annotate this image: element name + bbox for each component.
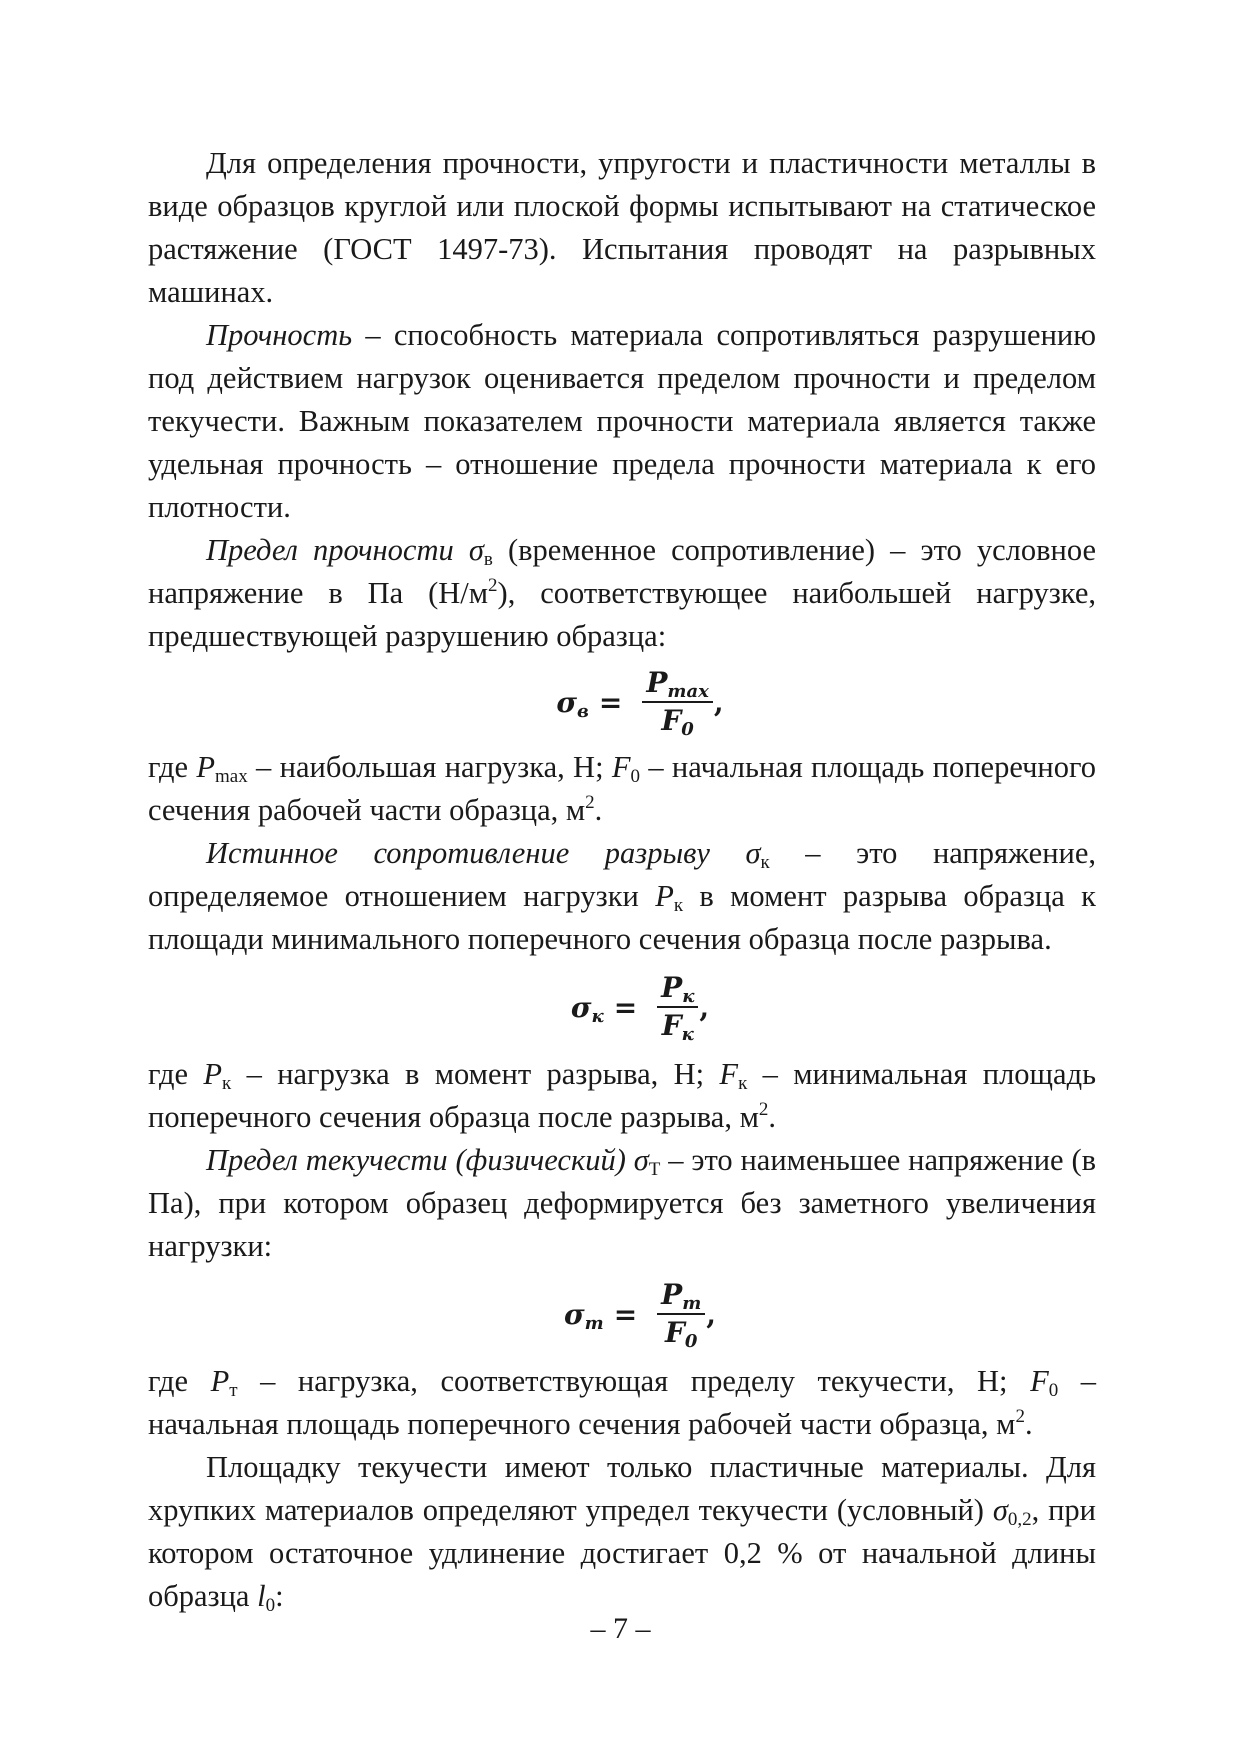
symbol-subscript: 0: [265, 1595, 276, 1616]
paragraph-text: Для определения прочности, упругости и пластичности металлы в виде образцов круглой или плоской формы испытывают на статическое растяжение (ГОСТ 1497-73). Испытания проводят на разрывных машинах.: [148, 146, 1096, 309]
formula-yield-strength: [148, 1268, 1096, 1360]
paragraph-text: – это наименьшее напряжение (в Па), при котором образец деформируется без заметного увеличения нагрузки:: [148, 1143, 1097, 1263]
paragraph-intro: [148, 142, 1096, 314]
formula-denominator-subscript: 0: [684, 1331, 698, 1352]
formula-fraction: [657, 971, 698, 1043]
paragraph-text: где: [148, 750, 197, 784]
symbol-p: P: [655, 879, 674, 913]
formula-numerator-symbol: P: [661, 971, 683, 1004]
formula-comma: ,: [699, 990, 710, 1024]
paragraph-yield-plateau: [148, 1446, 1096, 1618]
paragraph-text: – способность материала сопротивляться разрушению под действием нагрузок оценивается пределом прочности и пределом текучести. Важным показателем прочности материала является также удельная прочность – отношение предела прочности материала к его плотности.: [148, 318, 1096, 524]
symbol-sigma: σ: [745, 836, 761, 870]
paragraph-where-1: [148, 746, 1096, 832]
page-number: – 7 –: [590, 1612, 651, 1645]
paragraph-text: , при котором остаточное удлинение достигает 0,2 % от начальной длины образца: [148, 1493, 1096, 1613]
formula-numerator: [657, 971, 698, 1008]
body-text: [148, 142, 1096, 1618]
symbol-p: P: [196, 750, 216, 784]
formula-lhs-subscript: т: [584, 1312, 604, 1334]
paragraph-true-rupture: [148, 832, 1096, 961]
formula-numerator: [657, 1278, 705, 1315]
formula-lhs-subscript: в: [577, 700, 589, 722]
formula-lhs-subscript: к: [591, 1005, 604, 1027]
formula-equals: =: [613, 990, 638, 1024]
formula-numerator-symbol: P: [661, 1278, 683, 1311]
superscript: 2: [758, 1099, 769, 1120]
paragraph-where-2: [148, 1053, 1096, 1139]
superscript: 2: [1015, 1406, 1025, 1427]
paragraph-text: ), соответствующее наибольшей нагрузке, предшествующей разрушению образца:: [148, 576, 1096, 653]
symbol-p: P: [203, 1057, 223, 1091]
superscript: 2: [488, 575, 498, 596]
formula-true-rupture: [148, 961, 1096, 1053]
paragraph-text: – нагрузка, соответствующая пределу текучести, Н;: [237, 1364, 1031, 1398]
formula-denominator-symbol: F: [661, 704, 682, 737]
symbol-sigma: σ: [633, 1143, 649, 1177]
formula-lhs: σ: [556, 685, 578, 719]
symbol-subscript: т: [229, 1380, 238, 1401]
symbol-f: F: [719, 1057, 739, 1091]
formula-fraction: [642, 666, 713, 738]
formula-numerator-subscript: т: [682, 1293, 702, 1314]
formula-comma: ,: [706, 1297, 717, 1331]
paragraph-text: – это напряжение, определяемое отношением нагрузки: [148, 836, 1097, 913]
symbol-f: F: [1030, 1364, 1049, 1398]
formula-expression: [564, 1293, 647, 1336]
symbol-sigma: σ: [992, 1493, 1008, 1527]
symbol-l: l: [257, 1579, 266, 1613]
superscript: 2: [585, 792, 595, 813]
paragraph-text: – минимальная площадь поперечного сечения образца после разрыва, м: [148, 1057, 1096, 1134]
paragraph-where-3: [148, 1360, 1096, 1446]
formula-lhs: σ: [570, 990, 592, 1024]
formula-denominator: [662, 1008, 694, 1043]
paragraph-text: где: [148, 1364, 211, 1398]
formula-denominator: [661, 703, 693, 738]
formula-numerator-symbol: P: [646, 666, 668, 699]
symbol-subscript: 0,2: [1007, 1509, 1032, 1530]
formula-ultimate-strength: [148, 658, 1096, 746]
paragraph-text: – нагрузка в момент разрыва, Н;: [231, 1057, 720, 1091]
formula-numerator-subscript: max: [667, 681, 709, 702]
paragraph-text: где: [148, 1057, 204, 1091]
paragraph-text: :: [275, 1579, 284, 1613]
paragraph-text: Площадку текучести имеют только пластичные материалы. Для хрупких материалов определяют упредел текучести (условный): [148, 1450, 1096, 1527]
symbol-subscript: max: [215, 766, 248, 787]
formula-comma: ,: [713, 685, 724, 719]
symbol-subscript: 0: [630, 766, 641, 787]
formula-lhs: σ: [563, 1297, 585, 1331]
paragraph-text: .: [1024, 1407, 1033, 1441]
symbol-subscript: к: [738, 1073, 748, 1094]
paragraph-yield-strength: [148, 1139, 1096, 1268]
symbol-subscript: к: [760, 852, 770, 873]
paragraph-text: .: [768, 1100, 776, 1134]
symbol-subscript: 0: [1048, 1380, 1059, 1401]
paragraph-strength: [148, 314, 1096, 529]
symbol-subscript: к: [222, 1073, 232, 1094]
formula-numerator-subscript: к: [682, 986, 695, 1007]
paragraph-ultimate-strength: [148, 529, 1096, 658]
formula-denominator-symbol: F: [665, 1316, 685, 1349]
symbol-subscript: в: [483, 549, 493, 570]
symbol-f: F: [611, 750, 631, 784]
paragraph-text: .: [594, 793, 603, 827]
formula-denominator-subscript: к: [681, 1024, 694, 1045]
term-ultimate-strength: Предел прочности: [206, 533, 454, 567]
paragraph-text: – начальная площадь поперечного сечения рабочей части образца, м: [148, 750, 1097, 827]
symbol-subscript: к: [673, 895, 684, 916]
term-strength: Прочность: [206, 318, 353, 352]
formula-expression: [556, 681, 632, 724]
formula-equals: =: [598, 685, 623, 719]
symbol-sigma: σ: [468, 533, 484, 567]
term-true-rupture: Истинное сопротивление разрыву: [206, 836, 710, 870]
formula-equals: =: [613, 1297, 638, 1331]
paragraph-text: – начальная площадь поперечного сечения рабочей части образца, м: [148, 1364, 1096, 1441]
symbol-p: P: [210, 1364, 230, 1398]
term-yield-strength: Предел текучести (физический): [206, 1143, 626, 1177]
formula-expression: [571, 986, 647, 1029]
formula-denominator-symbol: F: [661, 1009, 682, 1042]
symbol-subscript: Т: [648, 1159, 661, 1180]
paragraph-text: (временное сопротивление) – это условное напряжение в Па (Н/м: [148, 533, 1097, 610]
formula-fraction: [657, 1278, 705, 1350]
paragraph-text: в момент разрыва образца к площади минимального поперечного сечения образца после разрыва.: [148, 879, 1096, 956]
formula-denominator-subscript: 0: [681, 719, 694, 740]
paragraph-text: – наибольшая нагрузка, Н;: [247, 750, 612, 784]
formula-numerator: [642, 666, 713, 703]
formula-denominator: [665, 1315, 697, 1350]
